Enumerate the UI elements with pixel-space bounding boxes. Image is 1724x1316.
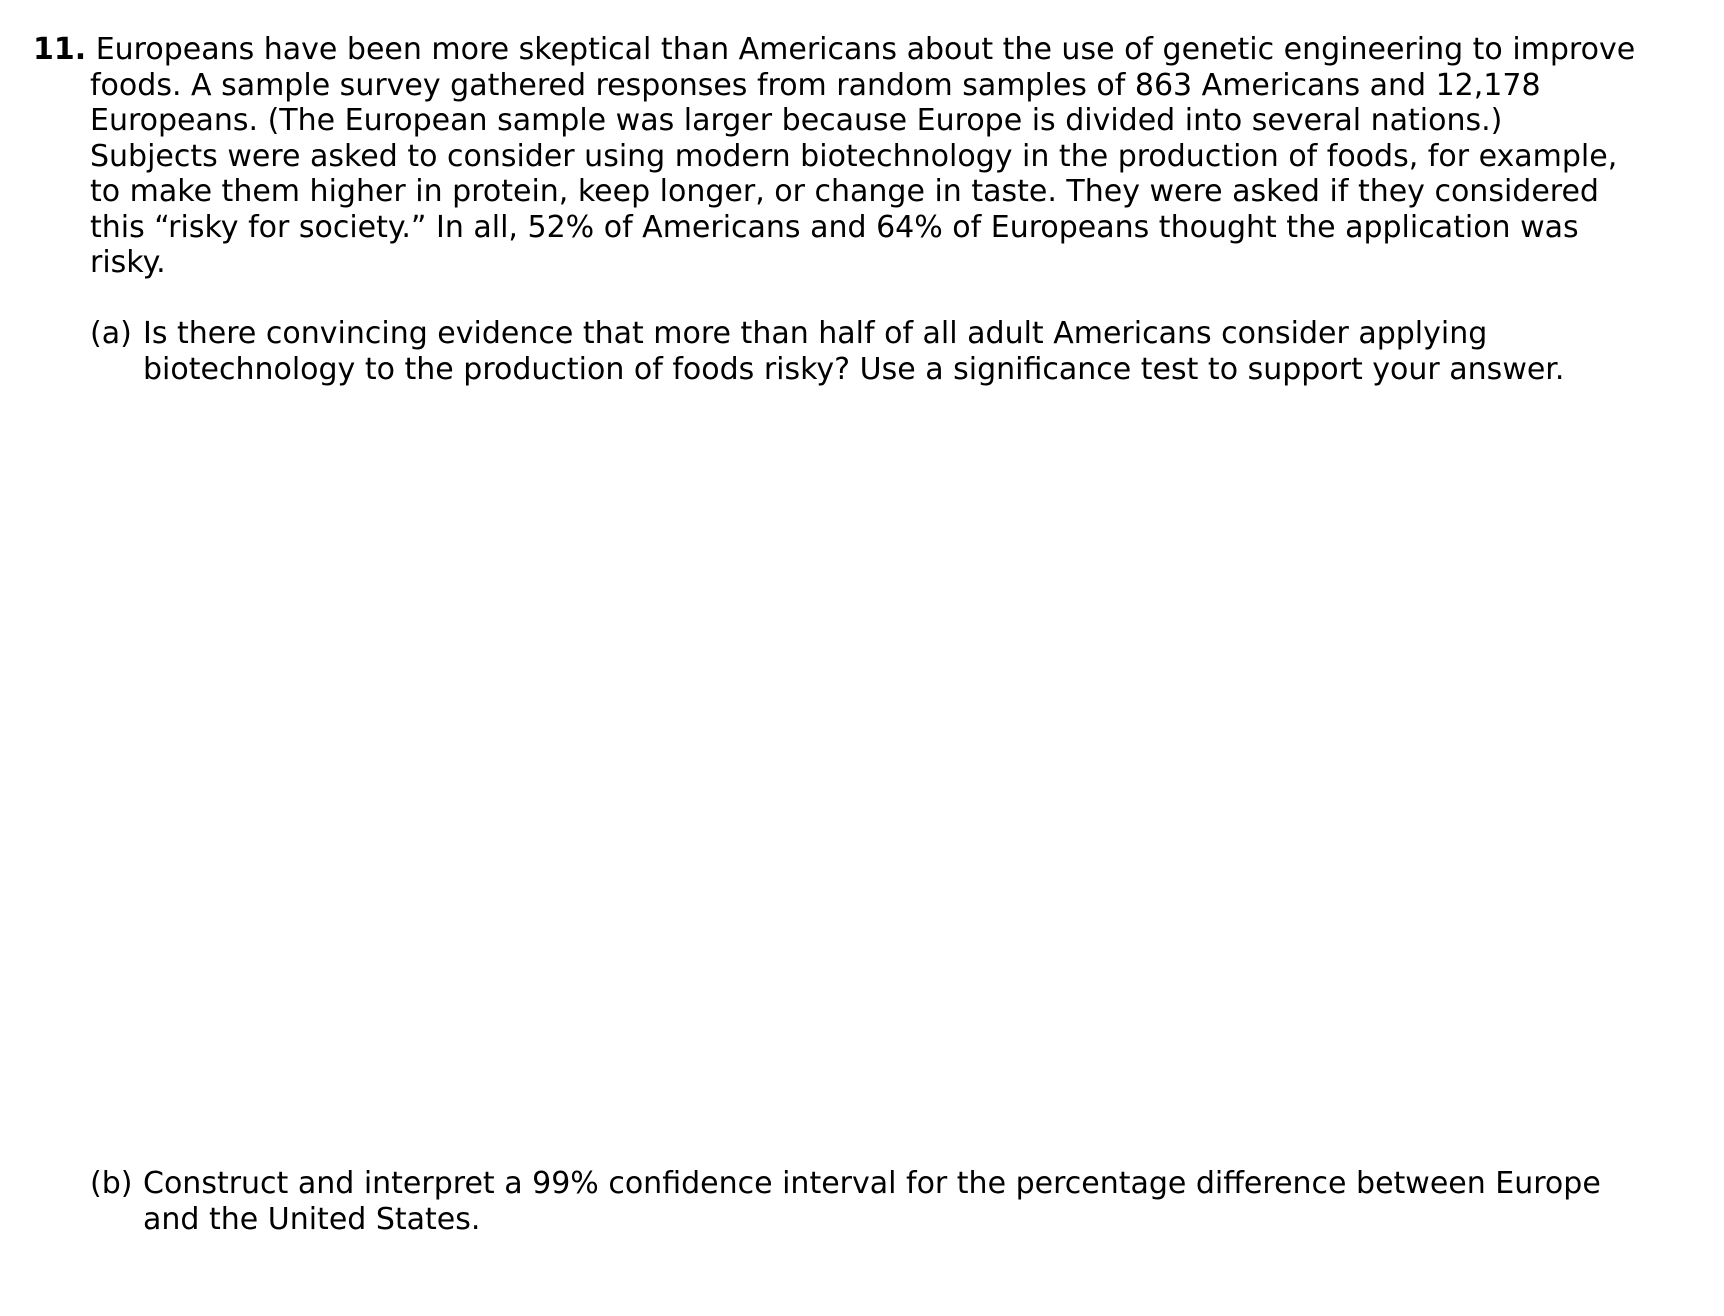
- question-11: [33, 32, 1673, 281]
- part-b-answer-space: [90, 1245, 1670, 1305]
- part-a-answer-space: [90, 395, 1670, 1145]
- part-b-label: (b): [90, 1166, 133, 1201]
- question-stem-text: Europeans have been more skeptical than Americans about the use of genetic engineering to improve foods. A sample survey gathered responses from random samples of 863 Americans and 12,178 Europeans. (The European sample was larger because Europe is divided into several nations.) Subjects were asked to consider using modern biotechnology in the production of foods, for example, to make them higher in protein, keep longer, or change in taste. They were asked if they considered this “risky for society.” In all, 52% of Americans and 64% of Europeans thought the application was risky.: [90, 32, 1636, 280]
- part-b: [90, 1166, 1670, 1237]
- part-a: [90, 316, 1670, 387]
- question-number: 11.: [33, 32, 87, 67]
- part-b-text: Construct and interpret a 99% confidence interval for the percentage difference between Europe and the United States.: [143, 1166, 1601, 1237]
- part-a-text: Is there convincing evidence that more than half of all adult Americans consider applying biotechnology to the production of foods risky? Use a significance test to support your answer.: [143, 316, 1565, 387]
- question-stem: [33, 32, 1673, 281]
- part-a-label: (a): [90, 316, 132, 351]
